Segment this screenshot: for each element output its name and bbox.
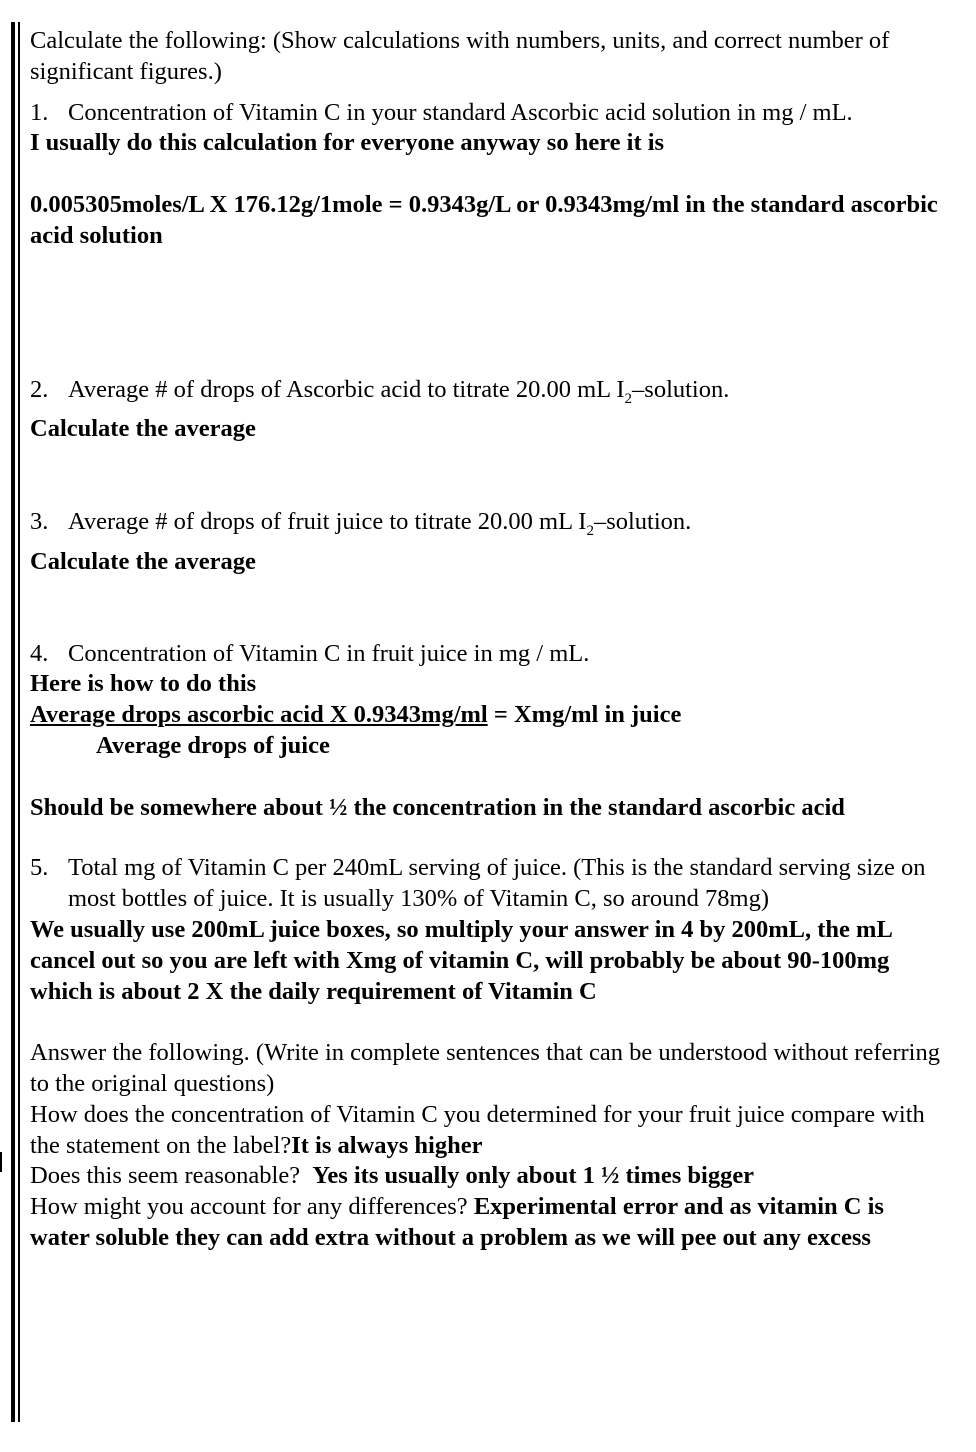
calc-instructions: Calculate the following: (Show calculations with numbers, units, and correct number of significant figures.) (30, 27, 890, 85)
question-b-text: Does this seem reasonable? (30, 1162, 313, 1190)
answer-question-a (30, 1100, 945, 1162)
answer-instructions: Answer the following. (Write in complete sentences that can be understood without referring to the original questions) (30, 1039, 940, 1097)
question-4-number: 4. (30, 639, 49, 667)
question-4 (30, 639, 945, 670)
question-2 (30, 375, 945, 415)
answer-question-c (30, 1192, 945, 1254)
question-1 (30, 98, 945, 129)
formula-denominator: Average drops of juice (96, 731, 330, 759)
answer-a-text: It is always higher (291, 1131, 483, 1159)
question-3-text: Average # of drops of fruit juice to titrate 20.00 mL $I_2$–solution. (68, 508, 692, 539)
question-1-number: 1. (30, 98, 49, 126)
question-4-note: Here is how to do this (30, 670, 257, 698)
subscript: 2 (624, 390, 633, 407)
formula-numerator: Average drops ascorbic acid X 0.9343mg/ml (30, 701, 488, 729)
answer-question-b (30, 1161, 945, 1192)
margin-mark (0, 1152, 2, 1172)
question-c-text: How might you account for any differences? (30, 1193, 474, 1221)
question-4-remark: Should be somewhere about ½ the concentration in the standard ascorbic acid (30, 793, 845, 821)
question-3 (30, 507, 945, 547)
question-1-note: I usually do this calculation for everyone anyway so here it is (30, 129, 665, 157)
question-a-text: How does the concentration of Vitamin C you determined for your fruit juice compare with the statement on the label? (30, 1100, 925, 1159)
question-5 (30, 853, 945, 915)
question-1-calculation: 0.005305moles/L X 176.12g/1mole = 0.9343g/L or 0.9343mg/ml in the standard ascorbic acid solution (30, 190, 938, 249)
formula-result: = Xmg/ml in juice (487, 701, 682, 729)
left-border-thin (18, 22, 20, 1422)
question-2-number: 2. (30, 375, 49, 403)
question-4-text: Concentration of Vitamin C in fruit juice in mg / mL. (68, 639, 590, 667)
question-2-text: Average # of drops of Ascorbic acid to titrate 20.00 mL $I_2$–solution. (68, 375, 730, 407)
question-5-number: 5. (30, 854, 49, 882)
subscript: 2 (586, 522, 594, 539)
question-2-note: Calculate the average (30, 415, 256, 443)
question-3-note: Calculate the average (30, 547, 256, 575)
left-border-thick (11, 22, 15, 1422)
question-4-formula (30, 700, 945, 731)
worksheet (30, 26, 945, 1254)
answer-b-text: Yes its usually only about 1 ½ times bigger (312, 1162, 755, 1190)
question-3-number: 3. (30, 508, 49, 536)
answer-c-text: Experimental error and as vitamin C is water soluble they can add extra without a problem as we will pee out any excess (30, 1193, 884, 1251)
question-5-text: Total mg of Vitamin C per 240mL serving of juice. (This is the standard serving size on most bottles of juice. It is usually 130% of Vitamin C, so around 78mg) (68, 854, 926, 913)
question-5-note: We usually use 200mL juice boxes, so multiply your answer in 4 by 200mL, the mL cancel out so you are left with Xmg of vitamin C, will probably be about 90-100mg which is about 2 X the daily requirement of Vitamin C (30, 915, 892, 1005)
question-1-text: Concentration of Vitamin C in your standard Ascorbic acid solution in mg / mL. (68, 98, 853, 126)
